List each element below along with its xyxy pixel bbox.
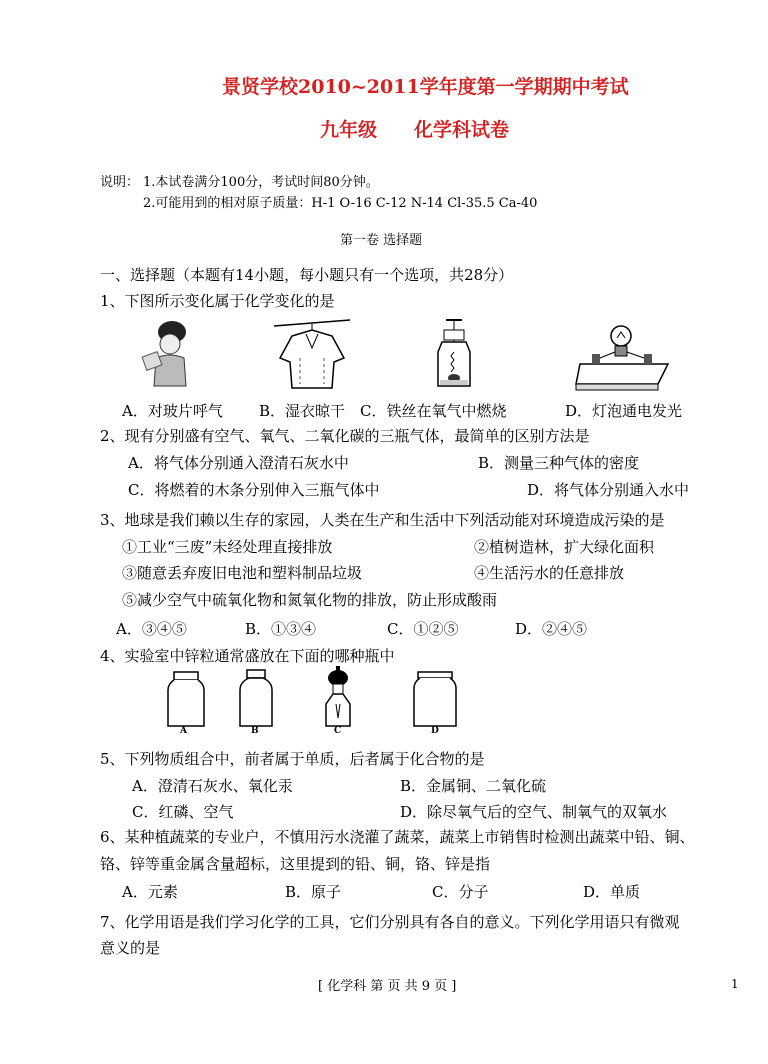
- notes-line-1: 1.本试卷满分100分，考试时间80分钟。: [143, 175, 379, 190]
- question-1-stem: 1、下图所示变化属于化学变化的是: [100, 292, 335, 310]
- subject-label: 化学科试卷: [414, 119, 510, 141]
- q5-option-a: A．澄清石灰水、氧化汞: [132, 777, 293, 795]
- q3-option-a: A．③④⑤: [116, 620, 187, 638]
- q6-option-d: D．单质: [583, 883, 641, 901]
- bottle-b-label: B: [251, 726, 259, 736]
- bottle-d-label: D: [431, 726, 439, 736]
- question-7-stem-line-1: 7、化学用语是我们学习化学的工具，它们分别具有各自的意义。下列化学用语只有微观: [100, 913, 680, 931]
- q3-option-b: B．①③④: [245, 620, 317, 638]
- q6-option-a: A．元素: [122, 883, 178, 901]
- bottle-c-label: C: [334, 726, 342, 736]
- q1-option-d: D．灯泡通电发光: [565, 402, 683, 420]
- q3-option-d: D．②④⑤: [515, 620, 588, 638]
- q2-option-d: D．将气体分别通入水中: [527, 481, 690, 499]
- q5-option-c: C．红磷、空气: [132, 803, 234, 821]
- q3-option-c: C．①②⑤: [387, 620, 459, 638]
- question-3-stem: 3、地球是我们赖以生存的家园，人类在生产和生活中下列活动能对环境造成污染的是: [100, 511, 665, 529]
- bottle-d-icon: [410, 670, 460, 734]
- q6-option-c: C．分子: [432, 883, 489, 901]
- q2-option-a: A．将气体分别通入澄清石灰水中: [128, 454, 349, 472]
- notes-label: 说明：: [100, 175, 140, 190]
- question-6-stem-line-1: 6、某种植蔬菜的专业户，不慎用污水浇灌了蔬菜，蔬菜上市销售时检测出蔬菜中铅、铜、: [100, 828, 695, 846]
- figure-drying-clothes: [272, 318, 352, 390]
- figure-light-bulb-circuit: [574, 322, 674, 392]
- q3-item-2: ②植树造林，扩大绿化面积: [474, 538, 655, 556]
- bottle-a-label: A: [180, 726, 187, 736]
- part-heading: 一、选择题（本题有14小题，每小题只有一个选项，共28分）: [100, 266, 514, 284]
- q1-option-c: C．铁丝在氧气中燃烧: [360, 402, 507, 420]
- q2-option-b: B．测量三种气体的密度: [478, 454, 640, 472]
- q1-option-b: B．湿衣晾干: [259, 402, 346, 420]
- q5-option-d: D．除尽氧气后的空气、制氧气的双氧水: [400, 803, 668, 821]
- grade-label: 九年级: [320, 119, 378, 141]
- q3-item-4: ④生活污水的任意排放: [474, 564, 625, 582]
- section-title: 第一卷 选择题: [340, 233, 423, 248]
- question-2-stem: 2、现有分别盛有空气、氧气、二氧化碳的三瓶气体，最简单的区别方法是: [100, 427, 590, 445]
- page-footer: [ 化学科 第 页 共 9 页 ]: [318, 979, 457, 994]
- figure-breathing-on-glass: [138, 318, 198, 388]
- q3-item-1: ①工业“三废”未经处理直接排放: [122, 538, 333, 556]
- question-5-stem: 5、下列物质组合中，前者属于单质，后者属于化合物的是: [100, 750, 485, 768]
- q3-item-5: ⑤减少空气中硫氧化物和氮氧化物的排放，防止形成酸雨: [122, 591, 498, 609]
- q1-option-a: A．对玻片呼气: [122, 402, 223, 420]
- notes-line-2: 2.可能用到的相对原子质量：H-1 O-16 C-12 N-14 Cl-35.5 Ca-40: [143, 196, 538, 211]
- question-6-stem-line-2: 铬、锌等重金属含量超标，这里提到的铅、铜，铬、锌是指: [100, 855, 491, 873]
- exam-title: 景贤学校2010~2011学年度第一学期期中考试: [222, 76, 629, 98]
- bottle-c-icon: [318, 664, 358, 734]
- q3-item-3: ③随意丢弃废旧电池和塑料制品垃圾: [122, 564, 363, 582]
- question-7-stem-line-2: 意义的是: [100, 939, 161, 957]
- q6-option-b: B．原子: [285, 883, 342, 901]
- bottle-b-icon: [236, 668, 276, 734]
- q5-option-b: B．金属铜、二氧化硫: [400, 777, 547, 795]
- figure-iron-wire-burning: [432, 316, 478, 390]
- bottle-a-icon: [164, 670, 208, 734]
- page-number: 1: [731, 977, 739, 991]
- question-4-stem: 4、实验室中锌粒通常盛放在下面的哪种瓶中: [100, 647, 395, 665]
- q2-option-c: C．将燃着的木条分别伸入三瓶气体中: [128, 481, 380, 499]
